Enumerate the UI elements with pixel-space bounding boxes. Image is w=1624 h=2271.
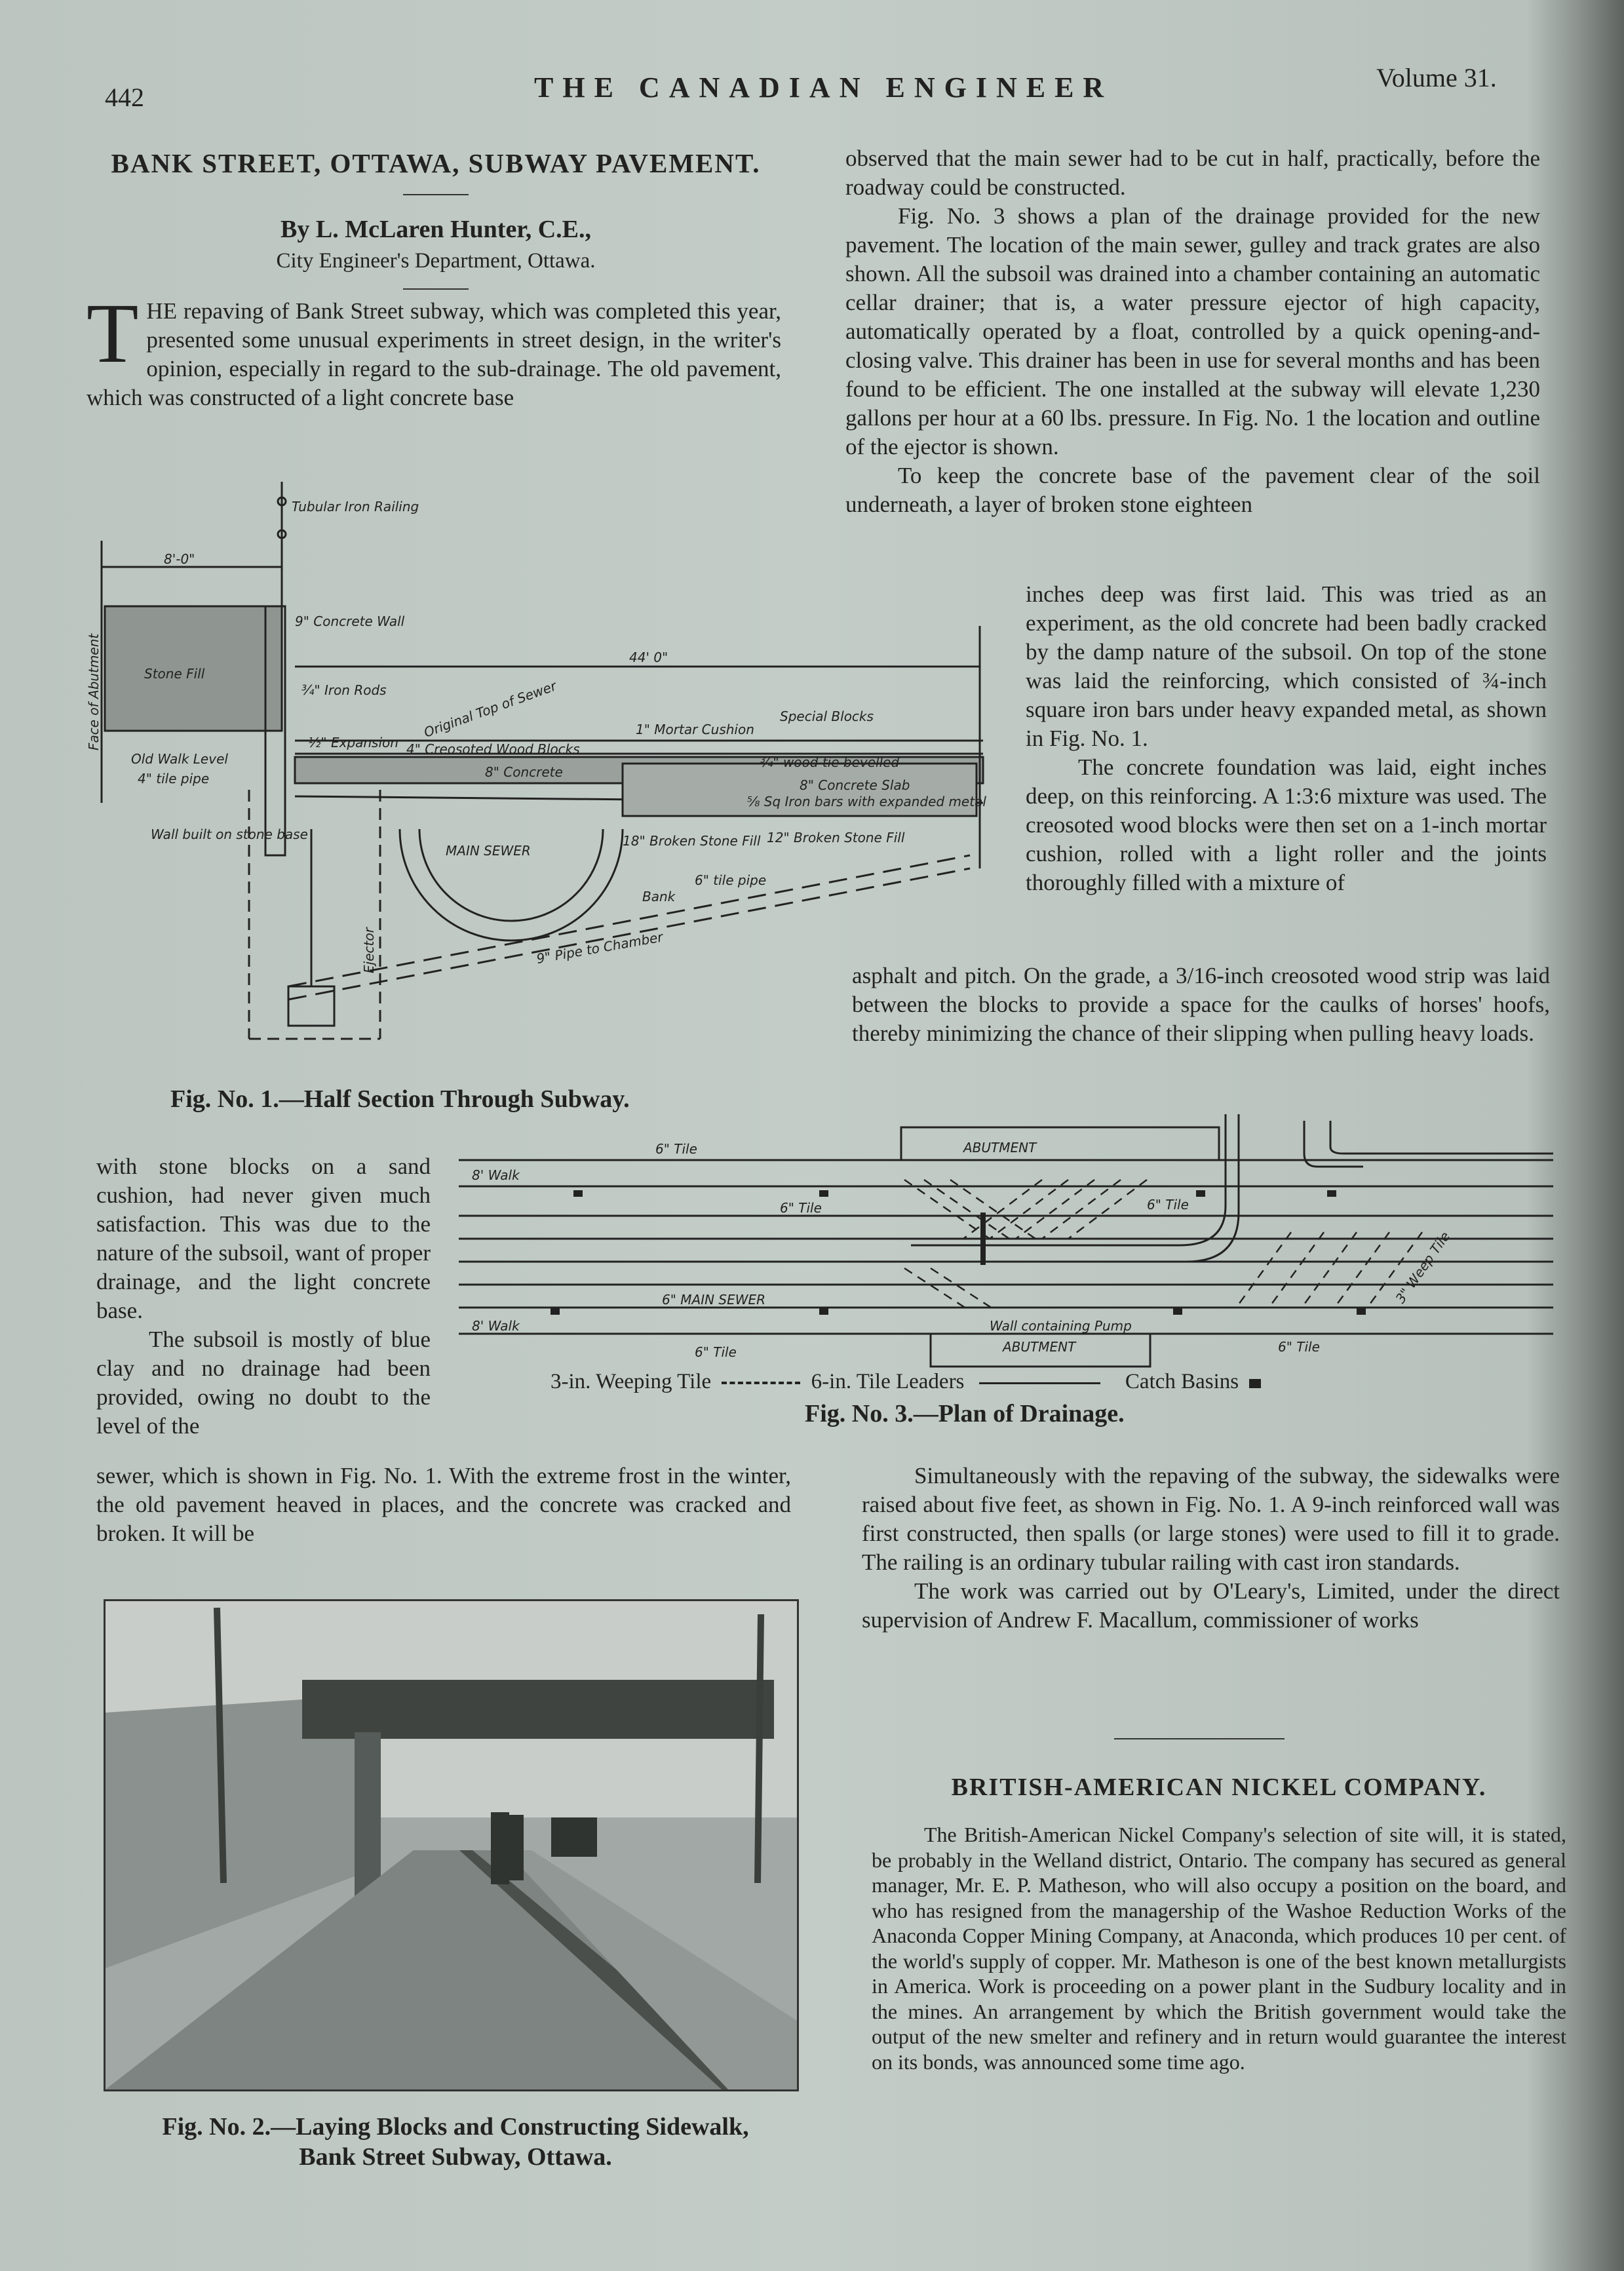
fig1-label-iron-bars: ⅝ Sq Iron bars with expanded metal	[747, 794, 986, 809]
legend-weeping-tile: 3-in. Weeping Tile	[551, 1370, 712, 1393]
right-column-upper	[845, 144, 1540, 519]
page-number: 442	[105, 83, 144, 112]
fig2-caption	[108, 2112, 803, 2172]
right-paragraph-3b: inches deep was first laid. This was tried as an experiment, as the old concrete had been badly cracked by the damp nature of the subsoil. On top of the stone was laid the reinforcing, which consisted of ¾-inch square iron bars under heavy expanded metal, as shown in Fig. No. 1.	[1026, 581, 1547, 751]
legend-dash-line	[722, 1382, 800, 1384]
fig1-label-railing: Tubular Iron Railing	[292, 499, 419, 514]
intro-text: HE repaving of Bank Street subway, which was completed this year, presented some unusual experiments in street design, in the writer's opinion, especially in regard to the sub-drainage. The old pavement, which was constructed of a light concrete base	[87, 298, 781, 410]
intro-paragraph	[87, 286, 781, 412]
left-paragraph-2-cont: sewer, which is shown in Fig. No. 1. With the extreme frost in the winter, the old pavement heaved in places, and the concrete was cracked and broken. It will be	[96, 1463, 791, 1546]
right-column-narrow	[1026, 580, 1547, 897]
title-rule	[403, 194, 469, 195]
fig1-label-dim44: 44' 0"	[629, 650, 668, 665]
fig1-label-tile-pipe-4: 4" tile pipe	[138, 771, 210, 786]
fig2-caption-line2: Bank Street Subway, Ottawa.	[299, 2143, 612, 2171]
article2-body-block	[872, 1822, 1566, 2074]
legend-catch-basins: Catch Basins	[1125, 1370, 1239, 1393]
fig1-caption: Fig. No. 1.—Half Section Through Subway.	[170, 1085, 630, 1113]
fig1-label-wood-bevelled: ¾" wood tie bevelled	[760, 754, 900, 770]
article2-title: BRITISH-AMERICAN NICKEL COMPANY.	[951, 1774, 1487, 1801]
fig3-label-weep: 3" Weep Tile	[1392, 1228, 1454, 1306]
byline: By L. McLaren Hunter, C.E.,	[280, 216, 591, 243]
fig2-caption-line1: Fig. No. 2.—Laying Blocks and Constructing Sidewalk,	[162, 2113, 749, 2141]
legend-solid-line	[979, 1382, 1100, 1384]
fig1-label-broken-12: 12" Broken Stone Fill	[767, 830, 905, 845]
legend-tile-leaders: 6-in. Tile Leaders	[811, 1370, 965, 1393]
fig1-label-main-sewer: MAIN SEWER	[446, 843, 531, 859]
fig1-label-iron-rods: ¾" Iron Rods	[301, 682, 387, 698]
drop-cap: T	[87, 286, 139, 381]
left-paragraph-1: with stone blocks on a sand cushion, had never given much satisfaction. This was due to the nature of the subsoil, want of proper drainage, and the light concrete base.	[96, 1154, 431, 1323]
fig3-label-main-sewer: 6" MAIN SEWER	[662, 1292, 766, 1308]
legend-catch-square	[1249, 1379, 1261, 1388]
right-paragraph-2: Fig. No. 3 shows a plan of the drainage provided for the new pavement. The location of the main sewer, gulley and track grates are also shown. All the subsoil was drained into a chamber containing an automatic cellar drainer; that is, a water pressure ejector of high capacity, automatically operated by a float, controlled by a quick opening-and-closing valve. This drainer has been in use for several months and has been found to be efficient. The one installed at the subway will elevate 1,230 gallons per hour at a 60 lbs. pressure. In Fig. No. 1 the location and outline of the ejector is shown.	[845, 203, 1540, 459]
left-column-narrow	[96, 1152, 431, 1441]
fig3-label-pump: Wall containing Pump	[990, 1318, 1132, 1334]
right-column-lower-a	[852, 961, 1550, 1048]
left-column-wide	[96, 1462, 791, 1548]
fig3-label-tile-br: 6" Tile	[1278, 1339, 1320, 1355]
journal-title: THE CANADIAN ENGINEER	[534, 71, 1113, 104]
fig3-label-abutment-bottom: ABUTMENT	[1003, 1339, 1076, 1355]
fig1-label-bank: Bank	[642, 889, 676, 904]
fig1-label-concrete-slab: 8" Concrete Slab	[800, 777, 910, 793]
fig3-label-walk-bottom: 8' Walk	[472, 1318, 520, 1334]
right-paragraph-5: Simultaneously with the repaving of the subway, the sidewalks were raised about five feet, as shown in Fig. No. 1. A 9-inch reinforced wall was first constructed, then spalls (or large stones) were used to fill it to grade. The railing is an ordinary tubular railing with cast iron standards.	[862, 1463, 1560, 1575]
section-rule	[1114, 1738, 1285, 1739]
left-paragraph-2: The subsoil is mostly of blue clay and no drainage had been provided, owing no doubt to the level of the	[96, 1327, 431, 1439]
fig1-label-expansion: ½" Expansion	[308, 735, 398, 750]
fig3-plan-drawing	[452, 1114, 1560, 1376]
fig1-label-concrete-8: 8" Concrete	[485, 764, 563, 780]
fig1-label-dim8: 8'-0"	[164, 551, 195, 567]
fig3-label-abutment-top: ABUTMENT	[963, 1140, 1037, 1155]
fig3-label-tile-top: 6" Tile	[655, 1141, 697, 1157]
right-paragraph-4b: asphalt and pitch. On the grade, a 3/16-inch creosoted wood strip was laid between the blocks to provide a space for the caulks of horses' hoofs, thereby minimizing the chance of their slipping when pulling heavy loads.	[852, 963, 1550, 1046]
fig3-caption: Fig. No. 3.—Plan of Drainage.	[805, 1400, 1125, 1427]
fig1-label-broken-18: 18" Broken Stone Fill	[623, 833, 761, 849]
fig1-label-mortar: 1" Mortar Cushion	[636, 722, 754, 737]
fig1-label-tile-6: 6" tile pipe	[695, 872, 767, 888]
fig1-label-ejector: Ejector	[361, 927, 377, 973]
fig1-label-concrete-wall: 9" Concrete Wall	[295, 613, 405, 629]
volume-label: Volume 31.	[1376, 63, 1497, 92]
fig3-label-tile-mid: 6" Tile	[780, 1200, 822, 1216]
right-column-lower-b	[862, 1462, 1560, 1635]
fig1-label-special-blocks: Special Blocks	[780, 708, 874, 724]
fig1-label-old-walk: Old Walk Level	[131, 751, 228, 767]
byline-rule	[403, 288, 469, 290]
fig1-label-pipe-chamber: 9" Pipe to Chamber	[535, 929, 665, 967]
fig3-legend	[551, 1370, 1261, 1394]
right-paragraph-1: observed that the main sewer had to be cut in half, practically, before the roadway could be constructed.	[845, 146, 1540, 200]
fig3-label-tile-right: 6" Tile	[1147, 1197, 1189, 1213]
article2-body: The British-American Nickel Company's selection of site will, it is stated, be probably in the Welland district, Ontario. The company has secured as general manager, Mr. E. P. Matheson, who will also occupy a position on the board, and who has resigned from the managership of the Washoe Reduction Works of the Anaconda Copper Mining Company, at Anaconda, which produces 10 per cent. of the world's supply of copper. Mr. Matheson is one of the best known metallurgists in America. Work is proceeding on a power plant in the Sudbury locality and in the mines. An arrangement by which the British government would take the output of the new smelter and refinery and in return would guarantee the interest on its bonds, was announced some time ago.	[872, 1823, 1566, 2074]
affiliation: City Engineer's Department, Ottawa.	[276, 249, 596, 273]
right-paragraph-6: The work was carried out by O'Leary's, Limited, under the direct supervision of Andrew F. Macallum, commissioner of works	[862, 1578, 1560, 1633]
fig2-photo	[104, 1599, 799, 2091]
fig1-label-creosoted: 4" Creosoted Wood Blocks	[406, 741, 580, 757]
right-paragraph-4a: The concrete foundation was laid, eight inches deep, on this reinforcing. A 1:3:6 mixture was used. The creosoted wood blocks were then set on a 1-inch mortar cushion, rolled with a light roller and the joints thoroughly filled with a mixture of	[1026, 754, 1547, 895]
right-paragraph-3a: To keep the concrete base of the pavement clear of the soil underneath, a layer of broken stone eighteen	[845, 463, 1540, 517]
fig1-label-stone-fill: Stone Fill	[144, 666, 205, 682]
fig2-photo-scene	[106, 1601, 797, 2089]
fig1-label-wall-built: Wall built on stone base	[151, 826, 308, 842]
article-title: BANK STREET, OTTAWA, SUBWAY PAVEMENT.	[111, 148, 761, 178]
fig1-label-original-top: Original Top of Sewer	[421, 678, 559, 741]
fig3-label-tile-bottom: 6" Tile	[695, 1344, 737, 1360]
fig1-label-face-abutment: Face of Abutment	[86, 633, 102, 750]
fig3-label-walk-top: 8' Walk	[472, 1167, 520, 1183]
